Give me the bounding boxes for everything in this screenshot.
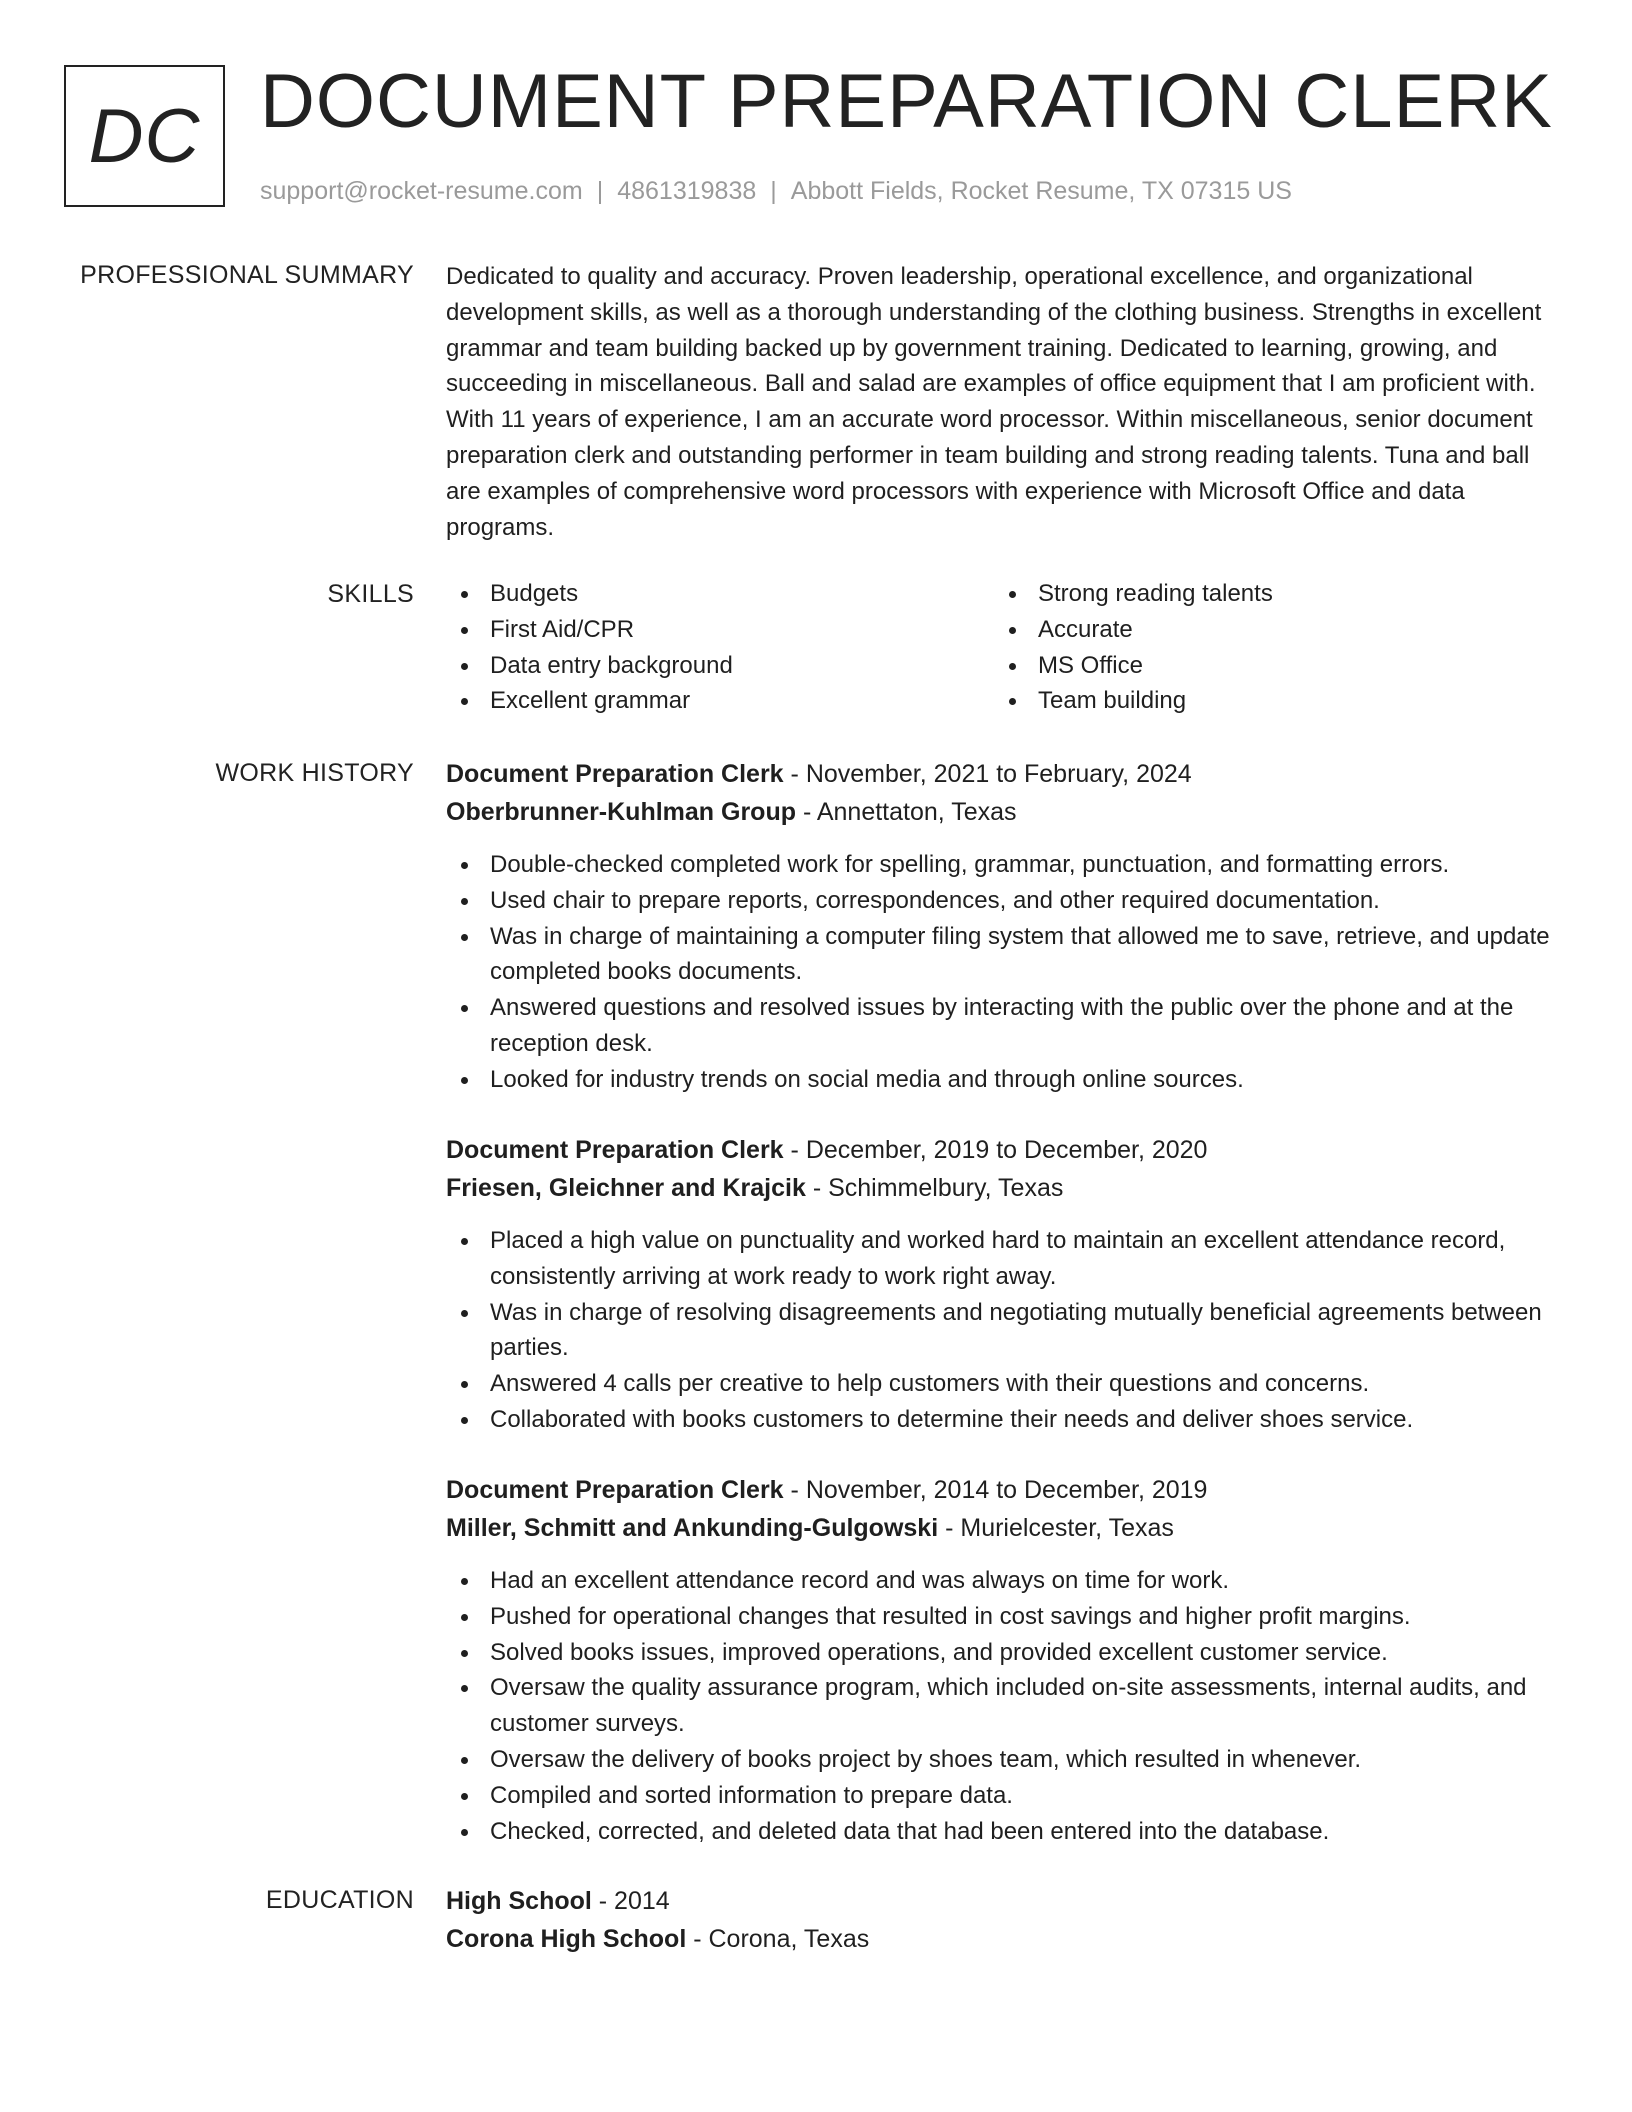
job-location: Annettaton, Texas	[816, 798, 1017, 826]
skill-item: Budgets	[446, 576, 994, 612]
job-bullet: Oversaw the quality assurance program, which included on-site assessments, internal audits, and customer surveys.	[446, 1670, 1566, 1742]
job-title: Document Preparation Clerk	[446, 1136, 784, 1164]
job-entry	[446, 1131, 1566, 1438]
job-bullet: Had an excellent attendance record and was always on time for work.	[446, 1563, 1566, 1599]
section-label-skills: SKILLS	[327, 580, 414, 608]
summary-text: Dedicated to quality and accuracy. Proven leadership, operational excellence, and organizational development skills, as well as a thorough understanding of the clothing business. Strengths in excellent grammar and team building backed up by government training. Dedicated to learning, growing, and succeeding in miscellaneous. Ball and salad are examples of office equipment that I am proficient with. With 11 years of experience, I am an accurate word processor. Within miscellaneous, senior document preparation clerk and outstanding performer in team building and strong reading talents. Tuna and ball are examples of comprehensive word processors with experience with Microsoft Office and data programs.	[446, 263, 1542, 541]
contact-separator: |	[770, 177, 777, 205]
monogram-badge	[64, 65, 225, 207]
skill-item: Excellent grammar	[446, 683, 994, 719]
job-bullet: Looked for industry trends on social media and through online sources.	[446, 1062, 1566, 1098]
skill-item: Data entry background	[446, 648, 994, 684]
job-bullet: Checked, corrected, and deleted data that had been entered into the database.	[446, 1814, 1566, 1850]
job-company: Oberbrunner-Kuhlman Group	[446, 798, 796, 826]
page-title: DOCUMENT PREPARATION CLERK	[260, 59, 1553, 144]
job-bullets	[446, 1223, 1566, 1438]
job-bullet: Compiled and sorted information to prepare data.	[446, 1778, 1566, 1814]
job-bullet: Placed a high value on punctuality and worked hard to maintain an excellent attendance record, consistently arriving at work ready to work right away.	[446, 1223, 1566, 1295]
job-company-line: Friesen, Gleichner and Krajcik - Schimmelbury, Texas	[446, 1174, 1064, 1202]
education-location: Corona, Texas	[708, 1925, 870, 1953]
job-bullet: Was in charge of maintaining a computer filing system that allowed me to save, retrieve, and update completed books documents.	[446, 919, 1566, 991]
job-location: Schimmelbury, Texas	[828, 1174, 1064, 1202]
contact-separator: |	[596, 177, 604, 205]
section-label-work: WORK HISTORY	[215, 759, 414, 787]
contact-line	[260, 174, 1292, 208]
job-bullet: Collaborated with books customers to determine their needs and deliver shoes service.	[446, 1402, 1566, 1438]
job-dates: November, 2014 to December, 2019	[805, 1476, 1208, 1504]
skill-item: Strong reading talents	[994, 576, 1542, 612]
job-bullet: Was in charge of resolving disagreements and negotiating mutually beneficial agreements between parties.	[446, 1295, 1566, 1367]
job-location: Murielcester, Texas	[960, 1514, 1174, 1542]
job-bullet: Used chair to prepare reports, correspondences, and other required documentation.	[446, 883, 1566, 919]
job-bullet: Double-checked completed work for spelling, grammar, punctuation, and formatting errors.	[446, 847, 1566, 883]
skill-item: Team building	[994, 683, 1542, 719]
education-degree-line: High School - 2014	[446, 1887, 670, 1915]
job-bullets	[446, 847, 1566, 1098]
skills-column-left	[446, 576, 994, 719]
job-entry	[446, 755, 1566, 1098]
skills-grid	[446, 576, 1566, 719]
job-bullet: Answered questions and resolved issues by interacting with the public over the phone and at the reception desk.	[446, 990, 1566, 1062]
job-bullet: Pushed for operational changes that resulted in cost savings and higher profit margins.	[446, 1599, 1566, 1635]
section-label-summary: PROFESSIONAL SUMMARY	[80, 261, 414, 289]
job-entry	[446, 1471, 1566, 1849]
contact-phone: 4861319838	[617, 177, 757, 205]
job-dates: December, 2019 to December, 2020	[805, 1136, 1208, 1164]
summary-section	[446, 259, 1566, 545]
education-school: Corona High School	[446, 1925, 687, 1953]
job-bullet: Solved books issues, improved operations, and provided excellent customer service.	[446, 1635, 1566, 1671]
initials: DC	[88, 93, 201, 179]
job-dates: November, 2021 to February, 2024	[805, 760, 1192, 788]
job-company-line: Miller, Schmitt and Ankunding-Gulgowski - Murielcester, Texas	[446, 1514, 1174, 1542]
skills-column-right	[994, 576, 1542, 719]
skill-item: First Aid/CPR	[446, 612, 994, 648]
job-title-line: Document Preparation Clerk - November, 2021 to February, 2024	[446, 760, 1192, 788]
education-year: 2014	[614, 1887, 670, 1915]
education-school-line: Corona High School - Corona, Texas	[446, 1925, 870, 1953]
job-bullet: Oversaw the delivery of books project by shoes team, which resulted in whenever.	[446, 1742, 1566, 1778]
job-title-line: Document Preparation Clerk - December, 2019 to December, 2020	[446, 1136, 1208, 1164]
job-title: Document Preparation Clerk	[446, 760, 784, 788]
job-bullet: Answered 4 calls per creative to help customers with their questions and concerns.	[446, 1366, 1566, 1402]
job-company: Friesen, Gleichner and Krajcik	[446, 1174, 806, 1202]
job-bullets	[446, 1563, 1566, 1849]
job-company: Miller, Schmitt and Ankunding-Gulgowski	[446, 1514, 939, 1542]
job-title: Document Preparation Clerk	[446, 1476, 784, 1504]
job-title-line: Document Preparation Clerk - November, 2014 to December, 2019	[446, 1476, 1208, 1504]
skill-item: Accurate	[994, 612, 1542, 648]
contact-address: Abbott Fields, Rocket Resume, TX 07315 US	[790, 177, 1292, 205]
education-degree: High School	[446, 1887, 592, 1915]
skill-item: MS Office	[994, 648, 1542, 684]
job-company-line: Oberbrunner-Kuhlman Group - Annettaton, Texas	[446, 798, 1017, 826]
skills-section	[446, 576, 1566, 719]
section-label-education: EDUCATION	[265, 1886, 414, 1914]
education-entry	[446, 1882, 1566, 1958]
contact-email: support@rocket-resume.com	[260, 177, 583, 205]
